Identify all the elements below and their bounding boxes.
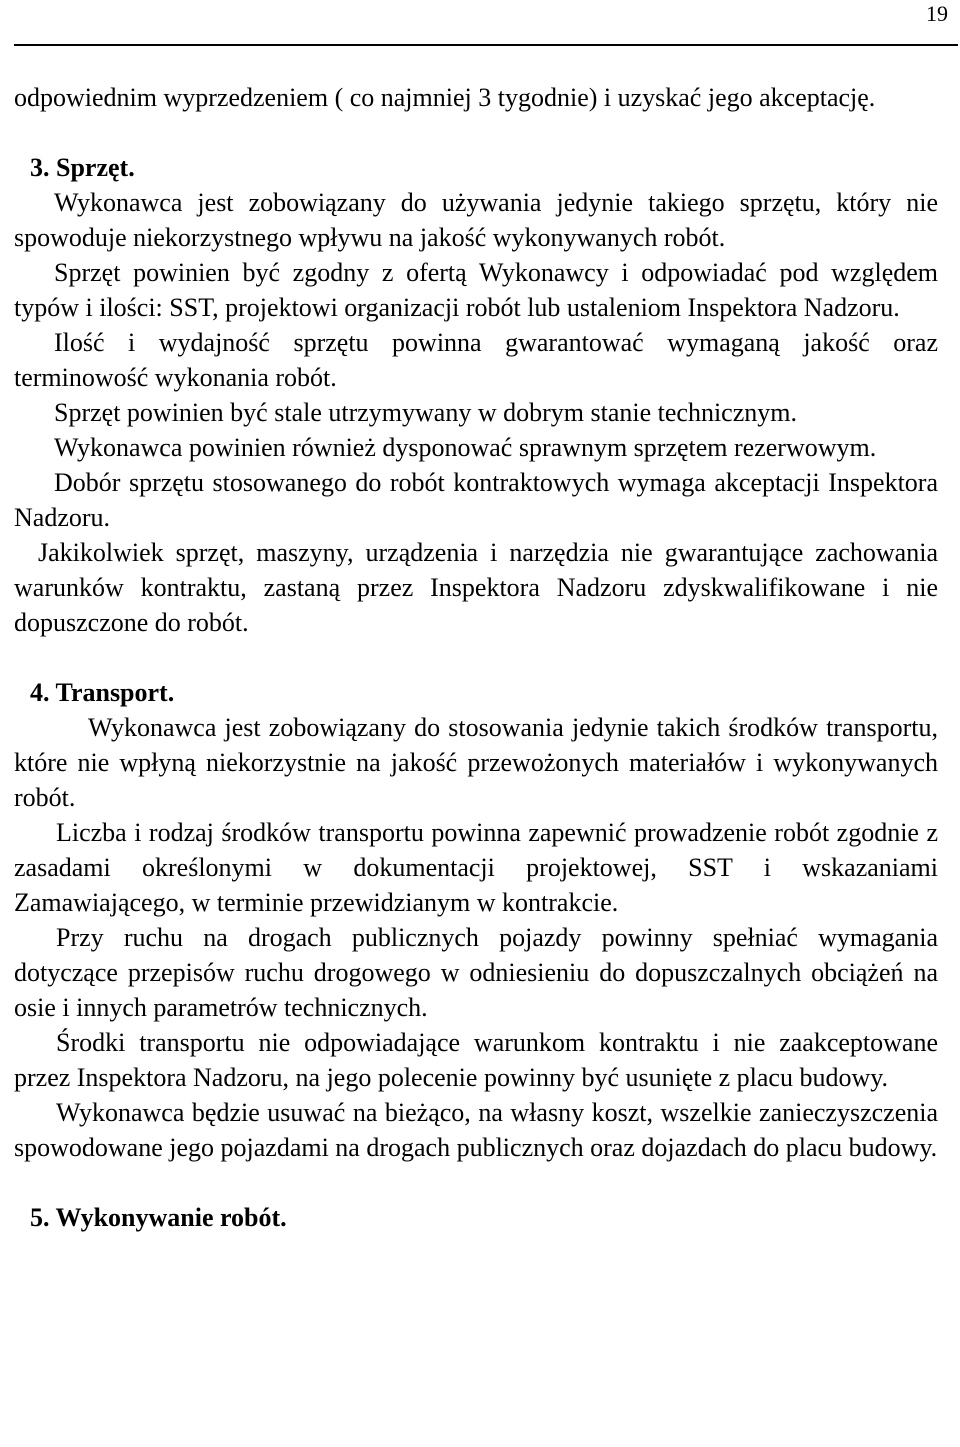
section-4-heading: 4. Transport. — [30, 678, 175, 707]
section-3-paragraph-7: Jakikolwiek sprzęt, maszyny, urządzenia i narzędzia nie gwarantujące zachowania warunków kontraktu, zastaną przez Inspektora Nadzoru zdyskwalifikowane i nie dopuszczone do robót. — [14, 538, 938, 637]
section-4-paragraph-1: Wykonawca jest zobowiązany do stosowania jedynie takich środków transportu, które nie wpłyną niekorzystnie na jakość przewożonych materiałów i wykonywanych robót. — [14, 713, 938, 812]
header-rule — [14, 44, 958, 46]
section-gap — [14, 1165, 938, 1200]
section-gap — [14, 640, 938, 675]
section-4-paragraph-3: Przy ruchu na drogach publicznych pojazdy powinny spełniać wymagania dotyczące przepisów ruchu drogowego w odniesieniu do dopuszczalnych obciążeń na osie i innych parametrów technicznych. — [14, 923, 938, 1022]
section-3-paragraph-4: Sprzęt powinien być stale utrzymywany w dobrym stanie technicznym. — [54, 398, 797, 427]
section-3-paragraph-5: Wykonawca powinien również dysponować sprawnym sprzętem rezerwowym. — [54, 433, 877, 462]
section-4-paragraph-2: Liczba i rodzaj środków transportu powinna zapewnić prowadzenie robót zgodnie z zasadami określonymi w dokumentacji projektowej, SST i wskazaniami Zamawiającego, w terminie przewidzianym w kontrakcie. — [14, 818, 938, 917]
page-number: 19 — [926, 1, 948, 26]
section-3-heading: 3. Sprzęt. — [30, 153, 135, 182]
section-4-paragraph-4: Środki transportu nie odpowiadające warunkom kontraktu i nie zaakceptowane przez Inspektora Nadzoru, na jego polecenie powinny być usunięte z placu budowy. — [14, 1028, 938, 1092]
section-3-paragraph-2: Sprzęt powinien być zgodny z ofertą Wykonawcy i odpowiadać pod względem typów i ilości: SST, projektowi organizacji robót lub ustaleniom Inspektora Nadzoru. — [14, 258, 938, 322]
intro-paragraph: odpowiednim wyprzedzeniem ( co najmniej 3 tygodnie) i uzyskać jego akceptację. — [14, 83, 876, 112]
document-body — [14, 80, 938, 1235]
section-3-paragraph-3: Ilość i wydajność sprzętu powinna gwarantować wymaganą jakość oraz terminowość wykonania robót. — [14, 328, 938, 392]
section-4-paragraph-5: Wykonawca będzie usuwać na bieżąco, na własny koszt, wszelkie zanieczyszczenia spowodowane jego pojazdami na drogach publicznych oraz dojazdach do placu budowy. — [14, 1098, 938, 1162]
section-gap — [14, 115, 938, 150]
section-3-paragraph-1: Wykonawca jest zobowiązany do używania jedynie takiego sprzętu, który nie spowoduje niekorzystnego wpływu na jakość wykonywanych robót. — [14, 188, 938, 252]
section-3-paragraph-6: Dobór sprzętu stosowanego do robót kontraktowych wymaga akceptacji Inspektora Nadzoru. — [14, 468, 938, 532]
section-5-heading: 5. Wykonywanie robót. — [30, 1203, 287, 1232]
